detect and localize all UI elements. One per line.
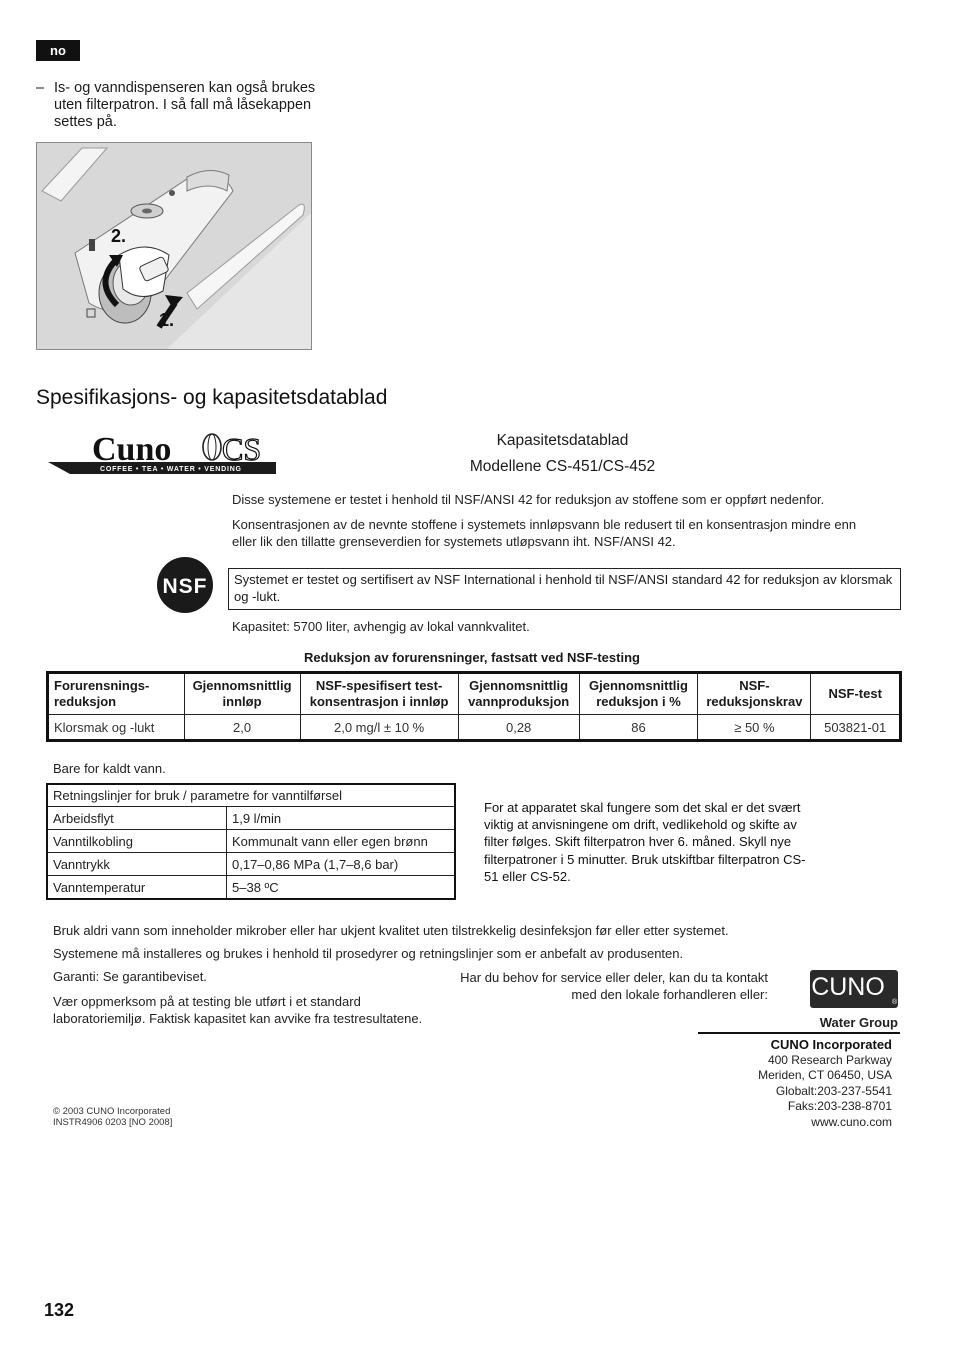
filter-cap-illustration [36,142,312,350]
certification-box: Systemet er testet og sertifisert av NSF International i henhold til NSF/ANSI standard 42 for reduksjon av klorsmak og -lukt. [228,568,901,610]
address-phone: Globalt:203-237-5541 [775,1083,892,1098]
header-nsf-test: NSF-test [811,673,901,715]
microbes-warning: Bruk aldri vann som inneholder mikrober eller har ukjent kvalitet uten tilstrekkelig desinfeksjon før eller etter systemet. [53,923,729,938]
cell-test-concentration: 2,0 mg/l ± 10 % [300,715,458,741]
address-divider [698,1032,900,1034]
header-avg-inlet: Gjennomsnittlig innløp [184,673,300,715]
header-avg-reduction: Gjennomsnittlig reduksjon i % [579,673,698,715]
cell-requirement: ≥ 50 % [698,715,811,741]
cuno-wordmark: Cuno [92,431,172,468]
param-label: Vanntemperatur [47,876,227,900]
copyright-notice [53,1106,172,1128]
sheet-models: Modellene CS-451/CS-452 [469,458,656,475]
header-nsf-test-concentration: NSF-spesifisert test- konsentrasjon i innløp [300,673,458,715]
reduction-table-caption: Reduksjon av forurensninger, fastsatt ved NSF-testing [304,650,640,665]
table-row [47,830,455,853]
param-label: Vanntilkobling [47,830,227,853]
cell-avg-inlet: 2,0 [184,715,300,741]
registered-mark: ® [892,999,898,1006]
dispenser-drawing [37,143,311,349]
nsf-logo [156,556,214,614]
param-value: 1,9 l/min [227,807,456,830]
cs-wordmark: CS [222,431,262,467]
cuno-cs-logo [48,430,276,474]
water-group-subtitle: Water Group [819,1015,898,1030]
header-avg-product-water: Gjennomsnittlig vannproduksjon [458,673,579,715]
address-fax: Faks:203-238-8701 [787,1099,892,1114]
nsf-text: NSF [162,575,208,598]
company-address [690,1036,892,1130]
guide-table-title-row [47,784,455,807]
header-nsf-requirement: NSF- reduksjonskrav [698,673,811,715]
tested-paragraph: Disse systemene er testet i henhold til NSF/ANSI 42 for reduksjon av stoffene som er oppført nedenfor. [232,492,825,507]
cell-reduction: 86 [579,715,698,741]
capacity-text: Kapasitet: 5700 liter, avhengig av lokal vannkvalitet. [232,619,530,634]
intro-text: Is- og vanndispenseren kan også brukes uten filterpatron. I så fall må låsekappen settes på. [54,80,316,130]
cuno-water-group-logo [808,968,900,1030]
param-label: Arbeidsflyt [47,807,227,830]
cold-water-note: Bare for kaldt vann. [53,761,166,776]
header-contaminant: Forurensnings- reduksjon [48,673,185,715]
cuno-wg-wordmark: CUNO [811,973,885,1001]
address-website: www.cuno.com [811,1114,892,1129]
concentration-paragraph: Konsentrasjonen av de nevnte stoffene i systemets innløpsvann ble redusert til en konsentrasjon mindre enn eller lik den tillatte grenseverdien for systemets utløpsvann iht. NSF/ANSI 42. [232,517,857,549]
sheet-heading [420,428,705,480]
reduction-table [46,671,902,742]
document-code: INSTR4906 0203 [NO 2008] [53,1117,173,1128]
step-1-label: 1. [159,310,175,330]
company-name: CUNO Incorporated [770,1037,892,1052]
cuno-tagline: COFFEE • TEA • WATER • VENDING [100,466,242,473]
address-street: 400 Research Parkway [767,1053,892,1067]
param-value: 0,17–0,86 MPa (1,7–8,6 bar) [227,853,456,876]
param-value: 5–38 ºC [227,876,456,900]
intro-note [36,80,326,131]
cell-contaminant: Klorsmak og -lukt [48,715,185,741]
sheet-title: Kapasitetsdatablad [496,432,629,449]
table-row [48,715,901,741]
section-title: Spesifikasjons- og kapasitetsdatablad [36,386,388,409]
service-contact-text: Har du behov for service eller deler, kan du ta kontakt med den lokale forhandleren eller: [460,970,768,1002]
cell-product-water: 0,28 [458,715,579,741]
reduction-table-header [48,673,901,715]
language-badge: no [36,40,80,61]
page-number: 132 [44,1300,75,1320]
address-city: Meriden, CT 06450, USA [758,1068,892,1083]
table-row [47,807,455,830]
installation-note: Systemene må installeres og brukes i henhold til prosedyrer og retningslinjer som er anbefalt av produsenten. [53,946,684,961]
table-row [47,853,455,876]
param-value: Kommunalt vann eller egen brønn [227,830,456,853]
maintenance-note: For at apparatet skal fungere som det skal er det svært viktig at anvisningene om drift, vedlikehold og skifte av filter følges. Skift filterpatron hver 6. måned. Skyll nye filterpatroner i 5 minutter. Bruk utskiftbar filterpatron CS-51 eller CS-52. [484,800,806,884]
param-label: Vanntrykk [47,853,227,876]
dash-bullet: – [36,80,45,96]
warranty-note: Garanti: Se garantibeviset. [53,969,207,984]
copyright-line: © 2003 CUNO Incorporated [53,1106,171,1117]
table-row [47,876,455,900]
usage-guidelines-table [46,783,456,900]
guide-table-title: Retningslinjer for bruk / parametre for vanntilførsel [47,784,455,807]
step-2-label: 2. [111,226,127,246]
cell-nsf-test: 503821-01 [811,715,901,741]
lab-testing-note: Vær oppmerksom på at testing ble utført i et standard laboratoriemiljø. Faktisk kapasitet kan avvike fra testresultatene. [53,994,423,1026]
